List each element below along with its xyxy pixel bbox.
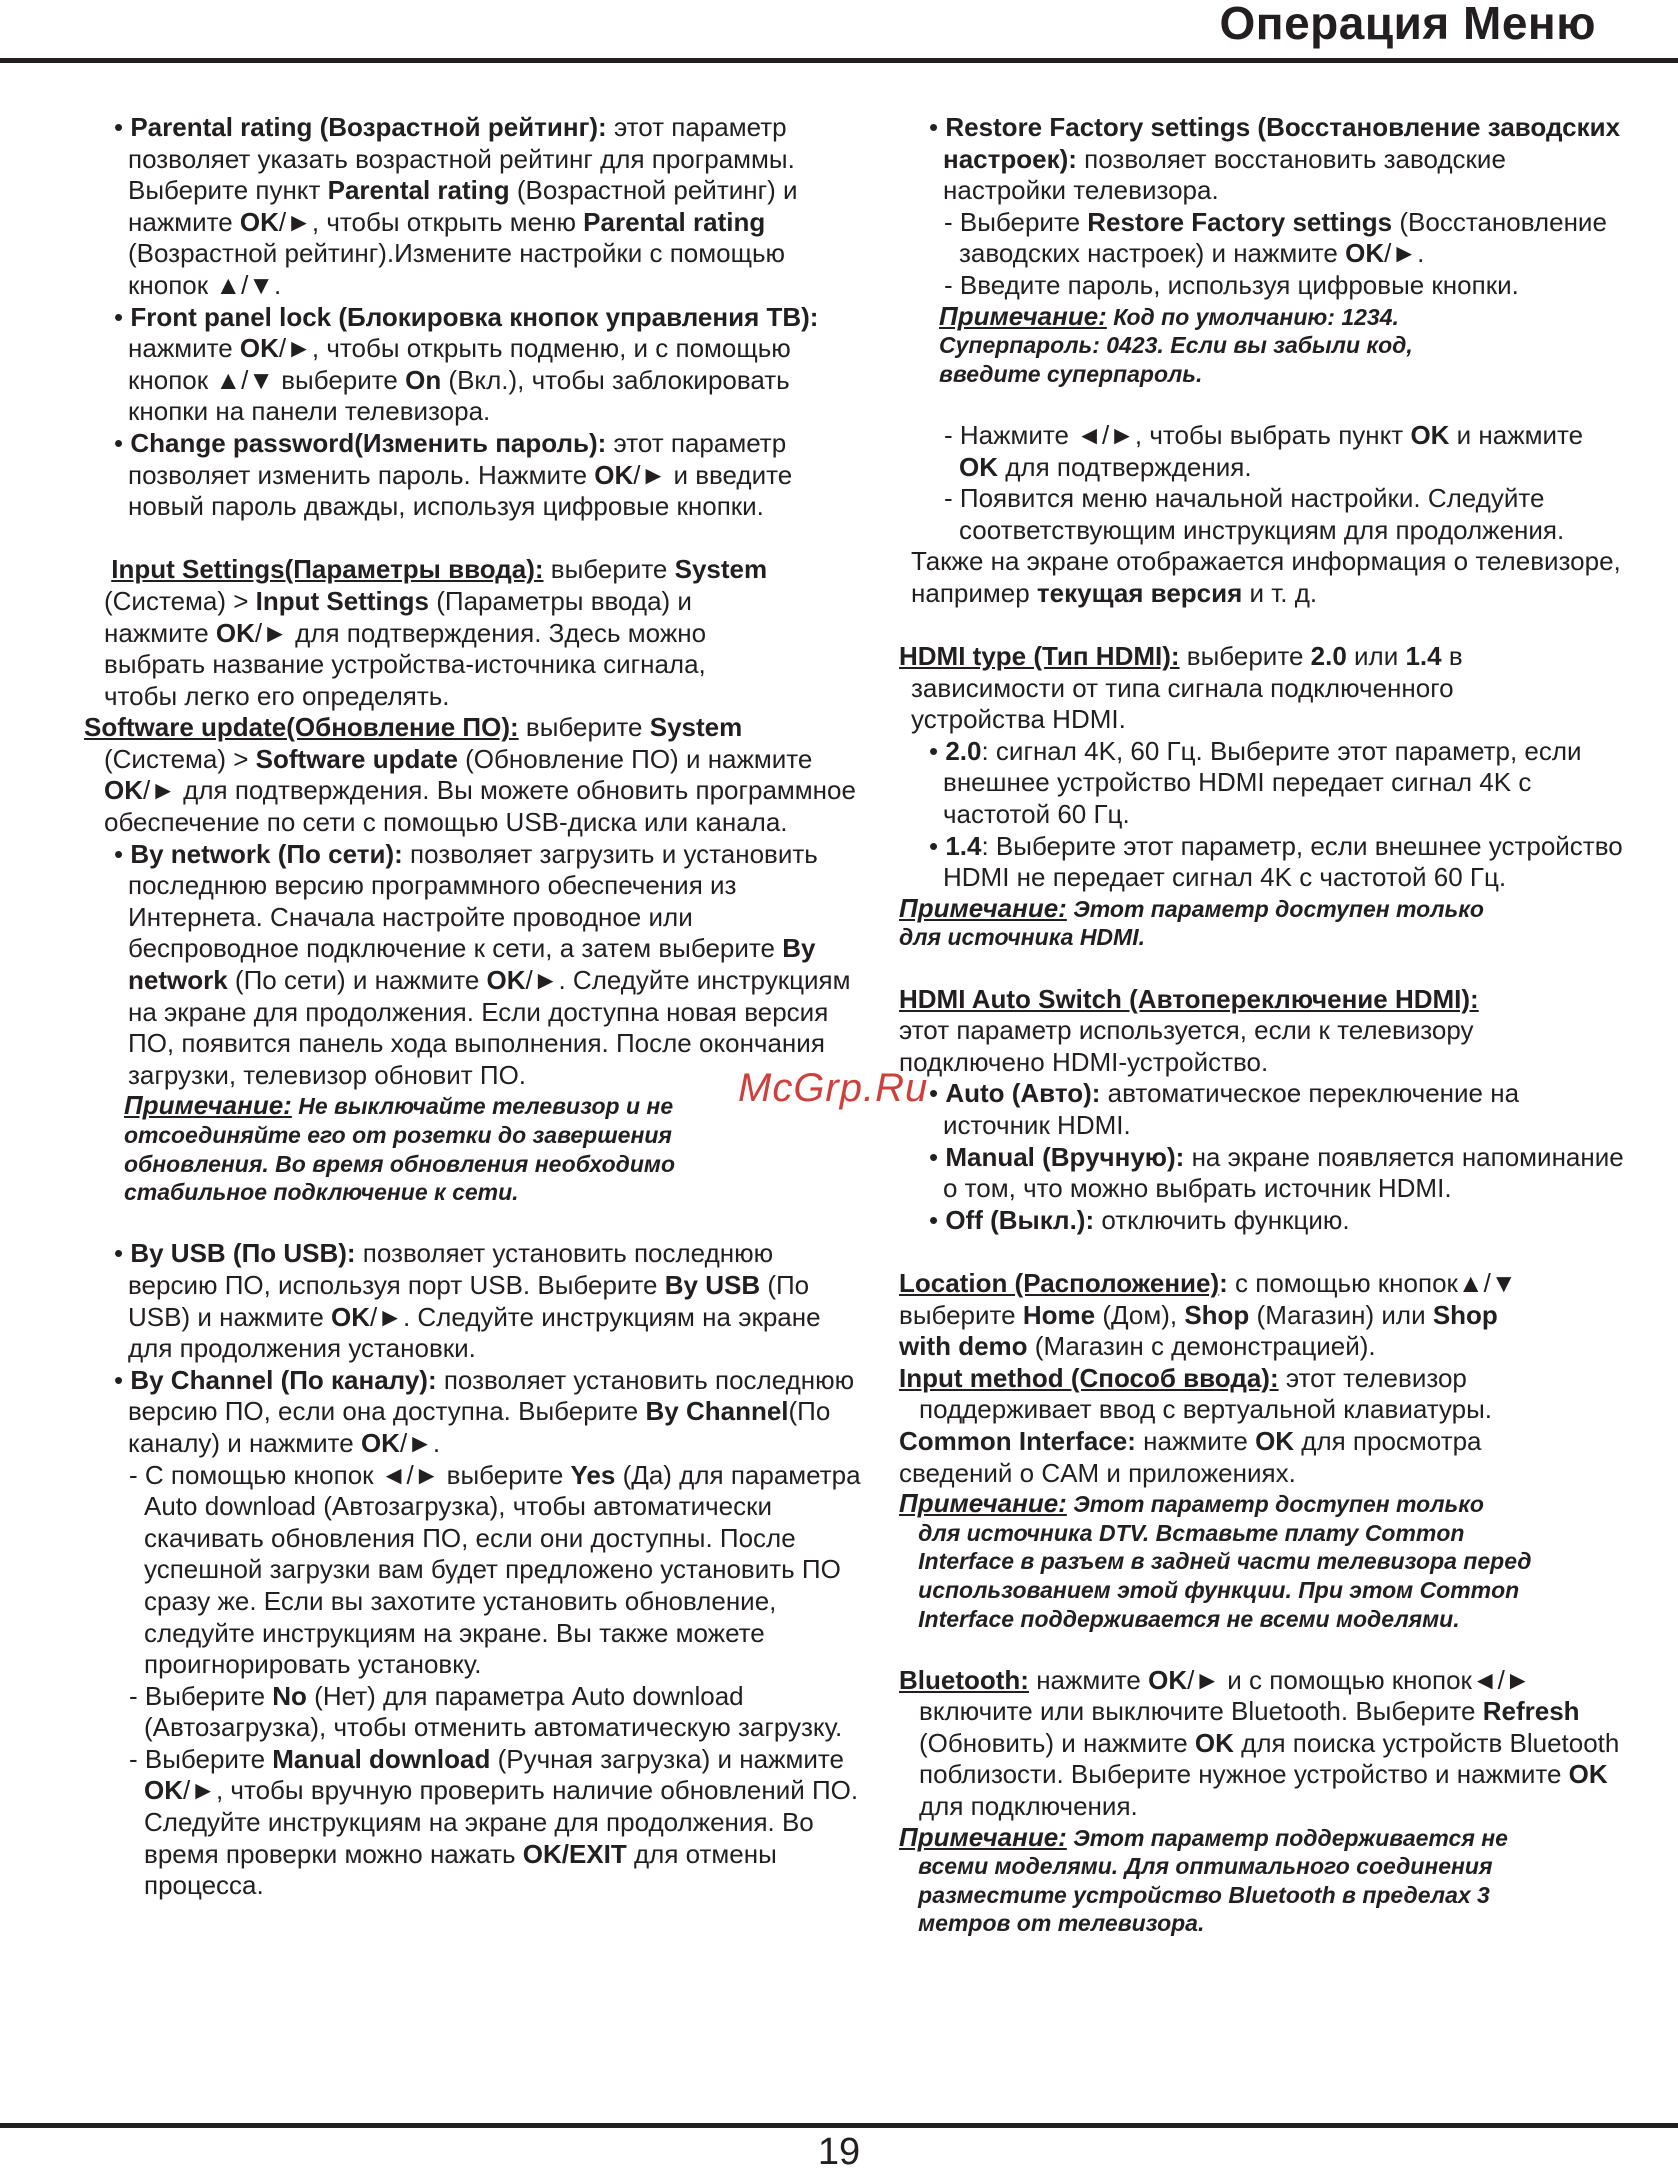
paragraph-right-1: - Выберите Restore Factory settings (Восстановление заводских настроек) и нажмите OK/►. xyxy=(944,206,1607,269)
paragraph-left-11: • By Channel (По каналу): позволяет установить последнюю версию ПО, если она доступна. Выберите By Channel(По каналу) и нажмите OK/►. xyxy=(114,1364,855,1458)
paragraph-left-2: • Change password(Изменить пароль): этот параметр позволяет изменить пароль. Нажмите OK/► и введите новый пароль дважды, используя цифровые кнопки. xyxy=(114,427,793,522)
paragraph-left-6: (Система) > Software update (Обновление ПО) и нажмите OK/► для подтверждения. Вы можете обновить программное обеспечение по сети с помощью USB-диска или канала. xyxy=(104,743,856,838)
paragraph-left-4: Input Settings(Параметры ввода): выберите System (Система) > Input Settings (Параметры ввода) и нажмите OK/► для подтверждения. Здесь можно выбрать название устройства-источника сигнала, чтобы легко его определять. xyxy=(104,554,768,711)
paragraph-right-6: - Появится меню начальной настройки. Следуйте соответствующим инструкциям для продолжения. xyxy=(944,483,1565,545)
paragraph-right-18: • Off (Выкл.): отключить функцию. xyxy=(929,1204,1350,1235)
spacer-right-4 xyxy=(899,388,1629,420)
paragraph-right-5: - Нажмите ◄/►, чтобы выбрать пункт OK и нажмите OK для подтверждения. xyxy=(944,419,1584,482)
paragraph-right-23: Common Interface: нажмите OK для просмотра сведений о CAM и приложениях. xyxy=(899,1425,1482,1488)
spacer-right-14 xyxy=(899,952,1629,984)
note-paragraph-right-3: Примечание: Код по умолчанию: 1234. Суперпароль: 0423. Если вы забыли код, введите суперпароль. xyxy=(939,300,1413,387)
spacer-right-8 xyxy=(899,610,1629,642)
note-paragraph-left-8: Примечание: Не выключайте телевизор и не отсоединяйте его от розетки до завершения обновления. Во время обновления необходимо стабильное подключение к сети. xyxy=(124,1090,675,1206)
watermark-text: McGrp.Ru xyxy=(738,1066,929,1110)
right-column xyxy=(899,112,1629,1938)
paragraph-right-7: Также на экране отображается информация о телевизоре, например текущая версия и т. д. xyxy=(911,546,1621,608)
spacer-left-3 xyxy=(84,523,864,555)
paragraph-right-15: HDMI Auto Switch (Автопереключение HDMI): этот параметр используется, если к телевизору подключено HDMI-устройство. xyxy=(899,983,1479,1077)
paragraph-right-16: • Auto (Авто): автоматическое переключение на источник HDMI. xyxy=(929,1078,1520,1140)
paragraph-right-11: • 2.0: сигнал 4K, 60 Гц. Выберите этот параметр, если внешнее устройство HDMI передает сигнал 4K с частотой 60 Гц. xyxy=(929,735,1582,830)
paragraph-left-1: • Front panel lock (Блокировка кнопок управления ТВ): нажмите OK/►, чтобы открыть подменю, и с помощью кнопок ▲/▼ выберите On (Вкл.), чтобы заблокировать кнопки на панели телевизора. xyxy=(114,301,819,427)
paragraph-right-17: • Manual (Вручную): на экране появляется напоминание о том, что можно выбрать источник HDMI. xyxy=(929,1141,1624,1204)
note-paragraph-right-28: Примечание: Этот параметр поддерживается не всеми моделями. Для оптимального соединения разместите устройство Bluetooth в пределах 3 метров от телевизора. xyxy=(899,1821,1508,1937)
spacer-left-9 xyxy=(84,1207,864,1239)
paragraph-right-2: - Введите пароль, используя цифровые кнопки. xyxy=(944,269,1519,300)
paragraph-left-0: • Parental rating (Возрастной рейтинг): этот параметр позволяет указать возрастной рейтинг для программы. Выберите пункт Parental rating (Возрастной рейтинг) и нажмите OK/►, чтобы открыть меню Parental rating (Возрастной рейтинг).Измените настройки с помощью кнопок ▲/▼. xyxy=(114,112,798,300)
paragraph-left-10: • By USB (По USB): позволяет установить последнюю версию ПО, используя порт USB. Выберите By USB (По USB) и нажмите OK/►. Следуйте инструкциям на экране для продолжения установки. xyxy=(114,1238,821,1364)
paragraph-right-26: Bluetooth: нажмите OK/► и с помощью кнопок◄/► xyxy=(899,1664,1531,1695)
footer-rule xyxy=(0,2123,1678,2128)
header-rule xyxy=(0,58,1678,63)
paragraph-left-5: Software update(Обновление ПО): выберите System xyxy=(84,712,743,743)
paragraph-right-27: включите или выключите Bluetooth. Выберите Refresh (Обновить) и нажмите OK для поиска устройств Bluetooth поблизости. Выберите нужное устройство и нажмите OK для подключения. xyxy=(919,1696,1620,1822)
note-paragraph-right-24: Примечание: Этот параметр доступен только для источника DTV. Вставьте плату Common Interface в разъем в задней части телевизора перед использованием этой функции. При этом Common Interface поддерживается не всеми моделями. xyxy=(899,1488,1532,1632)
note-paragraph-right-13: Примечание: Этот параметр доступен только для источника HDMI. xyxy=(899,892,1484,951)
spacer-right-19 xyxy=(899,1236,1629,1268)
paragraph-right-20: Location (Расположение): с помощью кнопок▲/▼ выберите Home (Дом), Shop (Магазин) или Shop with demo (Магазин с демонстрацией). xyxy=(899,1267,1517,1362)
paragraph-left-7: • By network (По сети): позволяет загрузить и установить последнюю версию программного обеспечения из Интернета. Сначала настройте проводное или беспроводное подключение к сети, а затем выберите By network (По сети) и нажмите OK/►. Следуйте инструкциям на экране для продолжения. Если доступна новая версия ПО, появится панель хода выполнения. После окончания загрузки, телевизор обновит ПО. xyxy=(114,838,851,1090)
page-number: 19 xyxy=(817,2131,861,2173)
paragraph-right-0: • Restore Factory settings (Восстановление заводских настроек): позволяет восстановить заводские настройки телевизора. xyxy=(929,112,1621,206)
paragraph-right-12: • 1.4: Выберите этот параметр, если внешнее устройство HDMI не передает сигнал 4K с частотой 60 Гц. xyxy=(929,830,1623,893)
page-title: Операция Меню xyxy=(1219,0,1596,49)
paragraph-left-14: - Выберите Manual download (Ручная загрузка) и нажмите OK/►, чтобы вручную проверить наличие обновлений ПО. Следуйте инструкциям на экране для продолжения. Во время проверки можно нажать OK/EXIT для отмены процесса. xyxy=(129,1743,859,1901)
left-column xyxy=(84,112,864,1902)
paragraph-right-10: зависимости от типа сигнала подключенного устройства HDMI. xyxy=(911,672,1454,735)
paragraph-right-9: HDMI type (Тип HDMI): выберите 2.0 или 1.4 в xyxy=(899,641,1463,672)
spacer-right-25 xyxy=(899,1633,1629,1665)
paragraph-left-13: - Выберите No (Нет) для параметра Auto download (Автозагрузка), чтобы отменить автоматическую загрузку. xyxy=(129,1680,843,1743)
paragraph-right-22: поддерживает ввод с вертуальной клавиатуры. xyxy=(919,1394,1493,1425)
paragraph-right-21: Input method (Способ ввода): этот телевизор xyxy=(899,1362,1467,1393)
paragraph-left-12: - С помощью кнопок ◄/► выберите Yes (Да) для параметра Auto download (Автозагрузка), чтобы автоматически скачивать обновления ПО, если они доступны. После успешной загрузки вам будет предложено установить ПО сразу же. Если вы захотите установить обновление, следуйте инструкциям на экране. Вы также можете проигнорировать установку. xyxy=(129,1459,861,1680)
